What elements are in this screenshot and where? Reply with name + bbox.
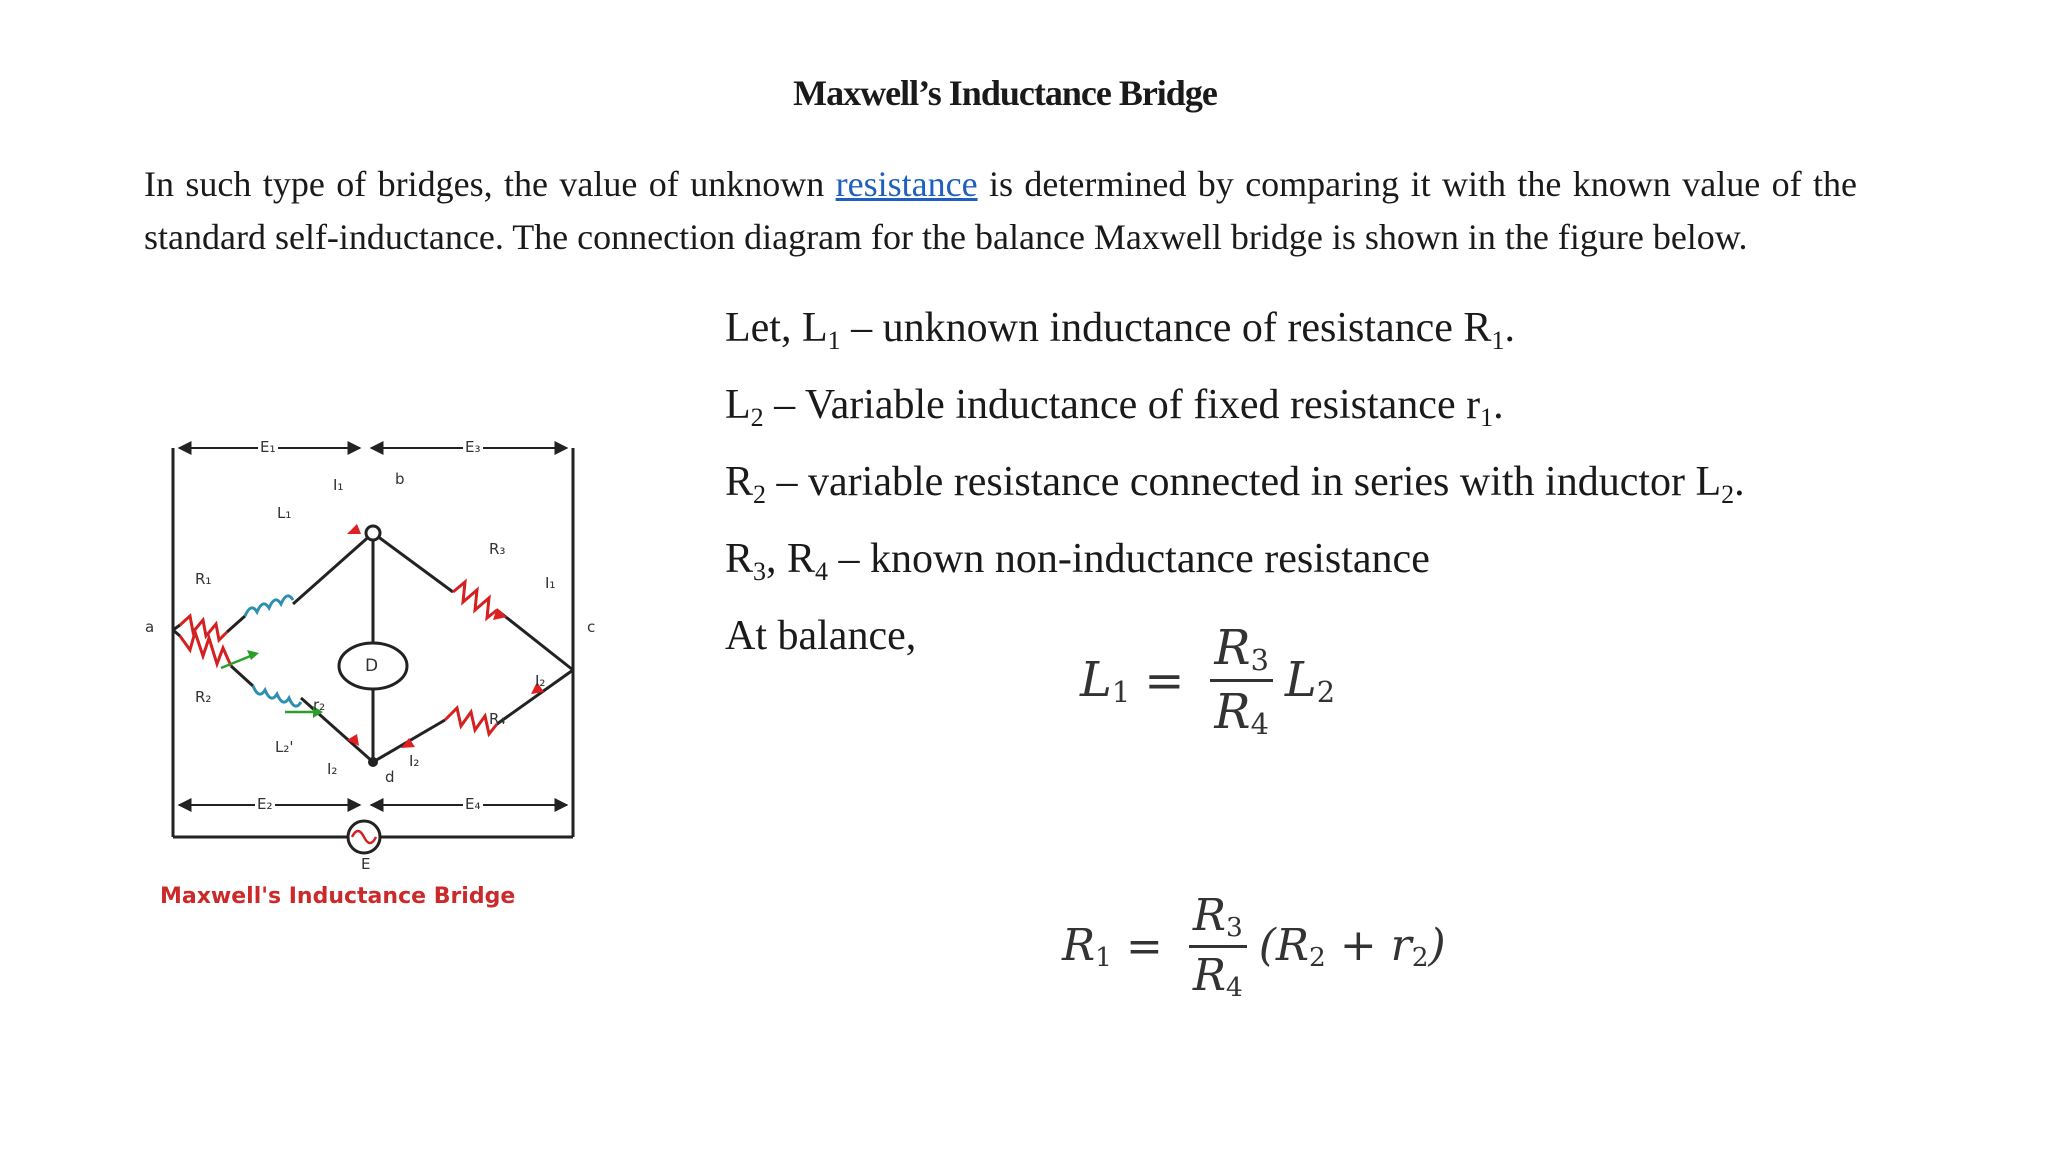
f1-lhs: $L_1$ (1080, 652, 1131, 709)
formula-r1 (1062, 890, 1446, 1003)
f1-rhs: $L_2$ (1284, 652, 1336, 709)
f1-fraction: $\frac{R_3}{R_4}$ (1210, 620, 1272, 741)
page-title: Maxwell’s Inductance Bridge (793, 73, 1217, 113)
label-i2-bottom-right: I₂ (409, 752, 420, 770)
bridge-circuit-diagram (135, 420, 615, 930)
label-r1: R₁ (195, 570, 212, 588)
label-b: b (395, 470, 405, 488)
label-e4: E₄ (465, 795, 481, 813)
f2-lhs: $R_1$ (1062, 920, 1112, 973)
label-r3: R₃ (489, 540, 506, 558)
definition-l1: Let, $L_1$ – unknown inductance of resistance $R_1$. (725, 305, 1515, 355)
label-d: d (385, 768, 395, 786)
label-r4: R₄ (489, 710, 506, 728)
figure-caption: Maxwell's Inductance Bridge (160, 884, 516, 909)
label-r2: R₂ (195, 688, 212, 706)
label-l1: L₁ (277, 504, 292, 522)
definitions-list (725, 290, 1875, 675)
label-i2-bottom: I₂ (327, 760, 338, 778)
label-i2-right: I₂ (535, 672, 546, 690)
node-b (366, 526, 380, 540)
label-e1: E₁ (260, 438, 276, 456)
f2-fraction: $\frac{R_3}{R_4}$ (1189, 890, 1247, 1003)
label-l2: L₂' (275, 738, 294, 756)
label-i1-right: I₁ (545, 574, 556, 592)
intro-paragraph (144, 158, 1857, 264)
formula-l1 (1080, 620, 1335, 741)
f2-rhs: $(R_2 + r_2)$ (1258, 920, 1446, 973)
intro-text-before: In such type of bridges, the value of unknown (144, 164, 836, 204)
label-e2: E₂ (257, 795, 273, 813)
label-e3: E₃ (465, 438, 481, 456)
label-a: a (145, 618, 155, 636)
f1-equals: = (1144, 652, 1185, 709)
label-detector: D (365, 656, 379, 676)
definition-r2: $R_2$ – variable resistance connected in series with inductor $L_2$. (725, 459, 1745, 509)
label-c: c (587, 618, 596, 636)
node-d (368, 757, 378, 767)
label-i1-top: I₁ (333, 476, 344, 494)
bridge-circuit-svg (135, 420, 615, 880)
definition-r3-r4: $R_3$, $R_4$ – known non-inductance resistance (725, 536, 1430, 586)
intro-text-after: is determined by comparing it with the known value of the standard self-inductance. The connection diagram for the balance Maxwell bridge is shown in the figure below. (144, 164, 1857, 257)
at-balance-text: At balance, (725, 613, 917, 659)
resistance-link[interactable]: resistance (835, 164, 978, 204)
label-e: E (361, 855, 371, 873)
definition-l2: $L_2$ – Variable inductance of fixed resistance $r_1$. (725, 382, 1504, 432)
f2-equals: = (1125, 921, 1163, 972)
label-r2-small: r₂ (313, 696, 326, 714)
